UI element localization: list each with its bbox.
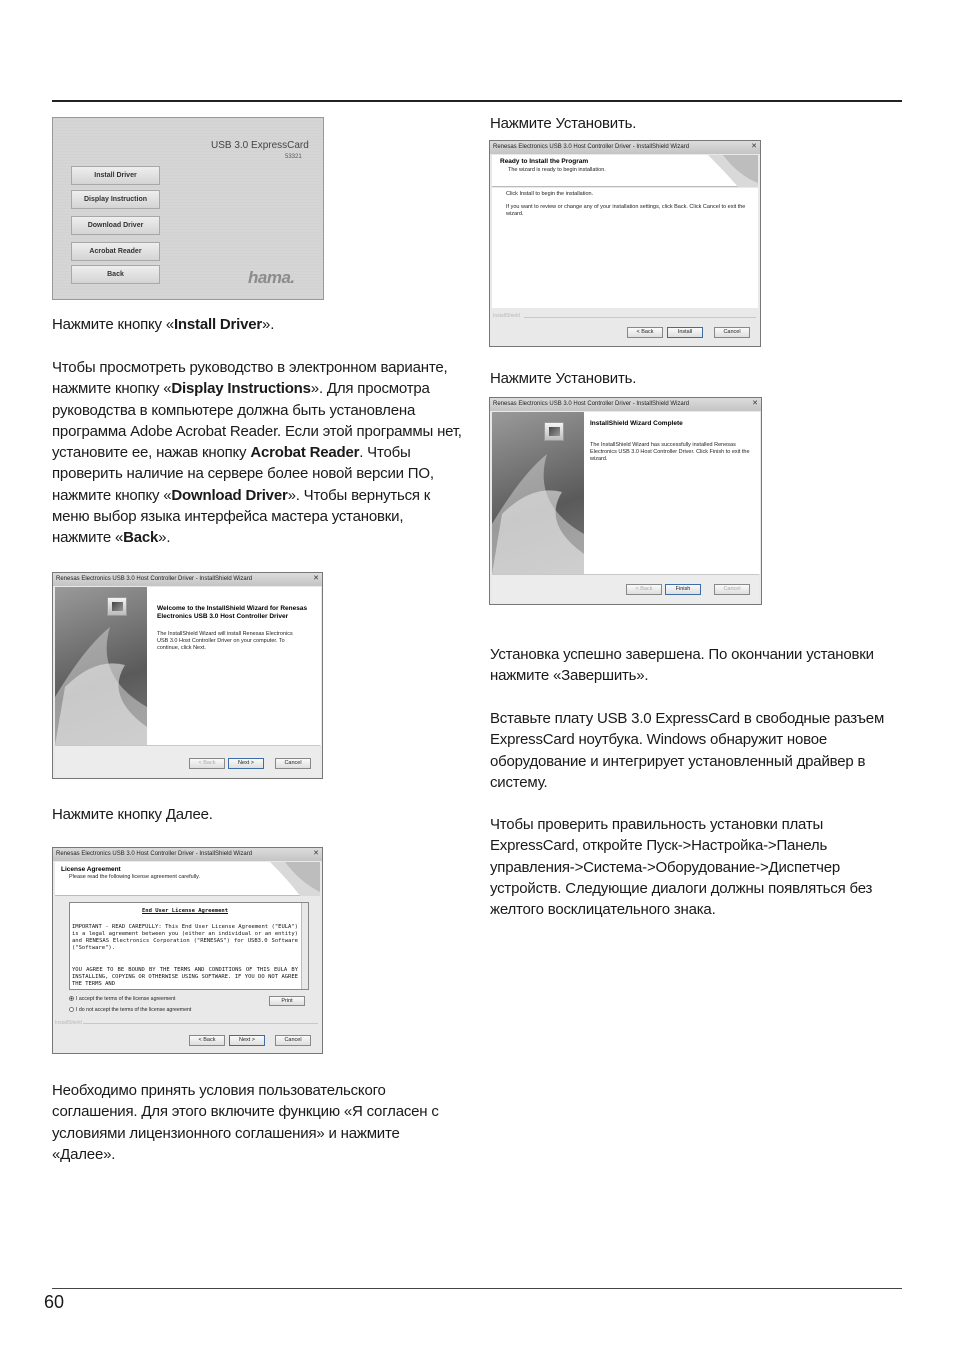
installshield-label: InstallShield [493,313,520,319]
next-button[interactable]: Next > [229,1035,265,1046]
complete-heading: InstallShield Wizard Complete [590,420,683,427]
license-para-2: YOU AGREE TO BE BOUND BY THE TERMS AND CONDITIONS OF THIS EULA BY INSTALLING, COPYING OR OTHERWISE USING SOFTWARE. IF YOU DO NOT AGREE THE TERMS AND [72,967,298,987]
cancel-button[interactable]: Cancel [714,327,750,338]
instruction-check-device-manager: Чтобы проверить правильность установки платы ExpressCard, откройте Пуск->Настройка->Панель управления->Система->Оборудование->Диспетчер устройств. Следующие диалоги должны появляться без желтого восклицательного знака. [490,816,873,919]
welcome-body: The InstallShield Wizard will install Renesas Electronics USB 3.0 Host Controller Driver on your computer. To continue, click Next. [157,631,293,651]
license-para-1: IMPORTANT - READ CAREFULLY: This End User License Agreement ("EULA") is a legal agreement between you (either an individual or an entity) and RENESAS Electronics Corporation ("RENESAS") for USB3.0 Software ("Software"). [72,924,298,951]
complete-wizard-dialog [489,397,762,605]
acrobat-reader-button[interactable]: Acrobat Reader [71,242,160,261]
wizard-title-bar: Renesas Electronics USB 3.0 Host Controller Driver - InstallShield Wizard [490,141,760,154]
wizard-title-bar: Renesas Electronics USB 3.0 Host Controller Driver - InstallShield Wizard [53,848,322,861]
wizard-side-graphic [492,412,584,574]
instruction-insert-card: Вставьте плату USB 3.0 ExpressCard в свободные разъем ExpressCard ноутбука. Windows обнаружит новое оборудование и интегрирует установленный драйвер в систему. [490,710,885,791]
ready-wizard-dialog [489,140,761,347]
license-doc-title: End User License Agreement [141,908,229,914]
display-instruction-button[interactable]: Display Instruction [71,190,160,209]
setup-icon [544,422,564,441]
top-rule [52,100,902,102]
back-button[interactable]: < Back [189,1035,225,1046]
wizard-title-bar: Renesas Electronics USB 3.0 Host Controller Driver - InstallShield Wizard [53,573,322,586]
back-button[interactable]: < Back [189,758,225,769]
close-icon[interactable]: ✕ [752,400,759,407]
license-text-box[interactable] [69,902,309,990]
license-header [55,862,320,896]
installshield-label: InstallShield [55,1020,82,1026]
ready-line-2: If you want to review or change any of your installation settings, click Back. Click Cancel to exit the wizard. [506,204,746,217]
instruction-display-manual: Чтобы просмотреть руководство в электронном варианте, нажмите кнопку «Display Instructions». Для просмотра руководства в компьютере должна быть установлена программа Adobe Acrobat Reader. Если этой программы нет, установите ее, нажав кнопку Acrobat Reader. Чтобы проверить наличие на сервере более новой версии ПО, нажмите кнопку «Download Driver». Чтобы вернуться к меню выбор языка интерфейса мастера установки, нажмите «Back». [52,359,462,547]
license-sub: Please read the following license agreement carefully. [69,874,201,880]
welcome-wizard-dialog [52,572,323,779]
setup-icon [107,597,127,616]
wizard-button-bar [492,574,759,603]
back-button[interactable]: < Back [626,584,662,595]
close-icon[interactable]: ✕ [751,143,758,150]
complete-content [584,412,760,574]
next-button[interactable]: Next > [228,758,264,769]
hama-product-number: 53321 [285,154,302,160]
wizard-header-graphic [260,862,320,896]
back-button[interactable]: < Back [627,327,663,338]
page-number: 60 [44,1292,65,1312]
instruction-install-1: Нажмите Установить. [490,115,637,132]
ready-heading: Ready to Install the Program [500,158,589,165]
decline-radio[interactable]: I do not accept the terms of the license agreement [69,1007,191,1014]
bottom-rule [52,1288,902,1289]
close-icon[interactable]: ✕ [313,575,320,582]
welcome-content [147,587,321,745]
ready-sub: The wizard is ready to begin installation. [508,167,606,173]
wizard-title-bar: Renesas Electronics USB 3.0 Host Controller Driver - InstallShield Wizard [490,398,761,411]
hama-menu-title: USB 3.0 ExpressCard [211,140,309,151]
cancel-button[interactable]: Cancel [714,584,750,595]
finish-button[interactable]: Finish [665,584,701,595]
instruction-next: Нажмите кнопку Далее. [52,806,213,823]
install-button[interactable]: Install [667,327,703,338]
cancel-button[interactable]: Cancel [275,758,311,769]
complete-body: The InstallShield Wizard has successfully installed Renesas Electronics USB 3.0 Host Controller Driver. Click Finish to exit the wizard. [590,442,750,462]
welcome-heading: Welcome to the InstallShield Wizard for Renesas Electronics USB 3.0 Host Controller Driver [157,605,308,620]
hama-logo: hama. [248,268,295,287]
cancel-button[interactable]: Cancel [275,1035,311,1046]
install-driver-button[interactable]: Install Driver [71,166,160,185]
ready-header [492,155,758,187]
wizard-side-graphic [55,587,147,745]
license-wizard-dialog [52,847,323,1054]
instruction-install-driver: Нажмите кнопку «Install Driver». [52,316,275,333]
license-heading: License Agreement [61,866,121,873]
download-driver-button[interactable]: Download Driver [71,216,160,235]
accept-radio[interactable]: I accept the terms of the license agreement [69,996,175,1003]
wizard-button-bar [55,745,320,777]
hama-menu-screenshot [52,117,324,300]
ready-line-1: Click Install to begin the installation. [506,191,594,197]
instruction-install-2: Нажмите Установить. [490,370,637,387]
back-button[interactable]: Back [71,265,160,284]
license-scrollbar[interactable] [301,903,308,989]
instruction-accept-license: Необходимо принять условия пользовательского соглашения. Для этого включите функцию «Я согласен с условиями лицензионного соглашения» и нажмите «Далее». [52,1082,439,1163]
print-button[interactable]: Print [269,996,305,1006]
close-icon[interactable]: ✕ [313,850,320,857]
instruction-finish: Установка успешно завершена. По окончании установки нажмите «Завершить». [490,646,874,685]
ready-content [492,188,758,308]
wizard-header-graphic [698,155,758,187]
